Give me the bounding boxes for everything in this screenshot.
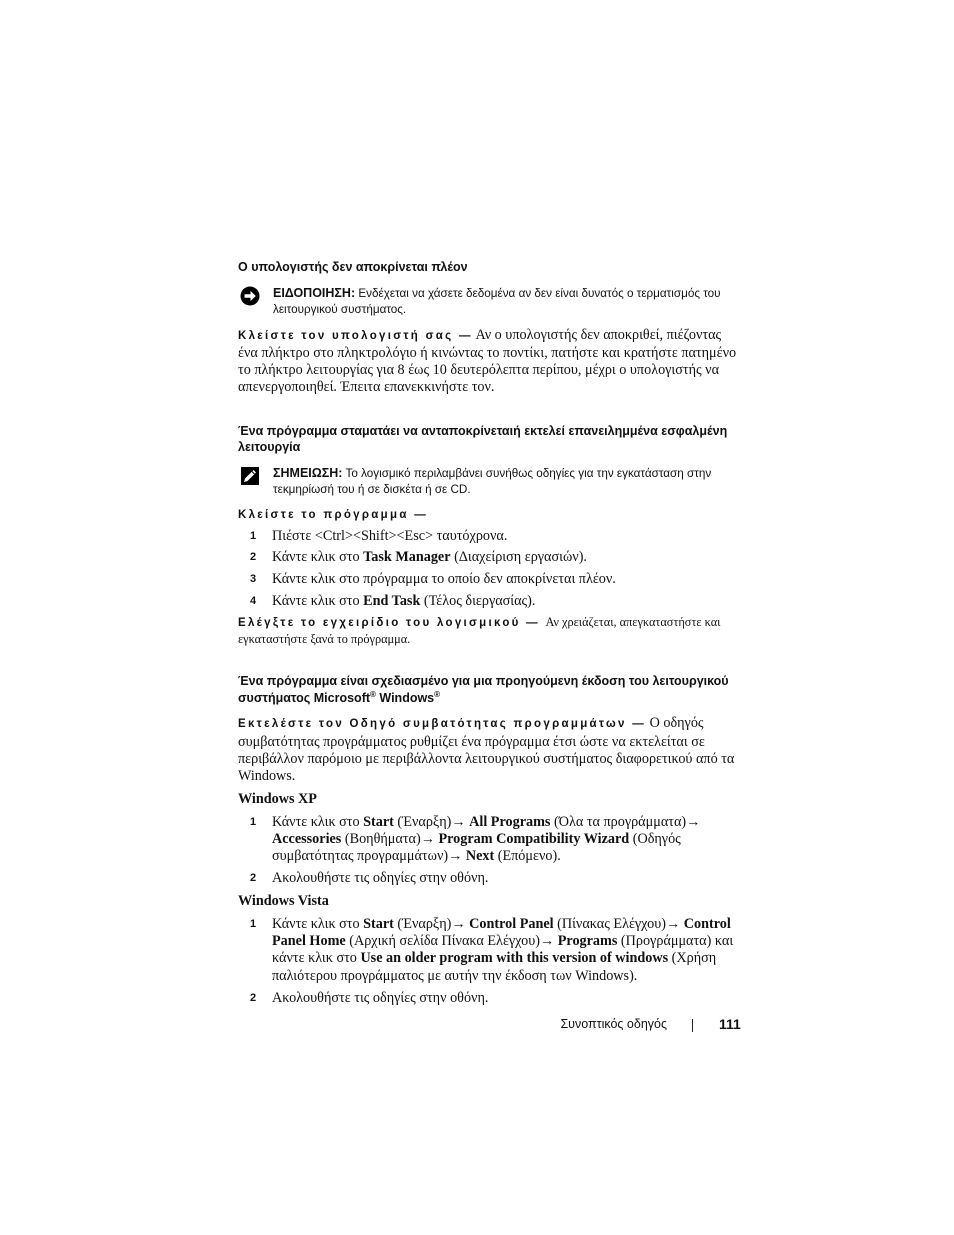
step-bold: Accessories [272, 831, 342, 848]
body-compat-wizard: Ο οδηγός συμβατότητας προγράμματος ρυθμίζει ένα πρόγραμμα έτσι ώστε να εκτελείται σε περιβάλλον παρόμοιο με περιβάλλοντα λειτουργικού συστήματος διαφορετικού από τα Windows. [238, 715, 735, 785]
step-number: 2 [250, 991, 257, 1004]
step-item [238, 870, 738, 887]
step-text: Κάντε κλικ στο [272, 549, 364, 566]
lead-close-program: Κλείστε το πρόγραμμα — [238, 508, 428, 521]
step-bold: Use an older program with this version of windows [360, 950, 669, 967]
pencil-note-icon [240, 466, 260, 486]
step-number: 3 [250, 573, 257, 586]
windows-xp-heading: Windows XP [238, 790, 317, 807]
close-program-steps [238, 528, 738, 611]
step-text: (Πίνακας Ελέγχου)→ [553, 915, 684, 932]
step-bold: End Task [363, 593, 421, 610]
windows-vista-heading: Windows Vista [238, 892, 329, 909]
note-block [238, 465, 738, 499]
footer-title: Συνοπτικός οδηγός [560, 1017, 667, 1031]
section-heading-not-responding: Ο υπολογιστής δεν αποκρίνεται πλέον [238, 260, 468, 274]
step-text: Κάντε κλικ στο πρόγραμμα το οποίο δεν αποκρίνεται πλέον. [272, 571, 616, 588]
body-shutdown: Αν ο υπολογιστής δεν αποκριθεί, πιέζοντας ένα πλήκτρο στο πληκτρολόγιο ή κινώντας το ποντίκι, πατήστε και κρατήστε πατημένο το πλήκτρο λειτουργίας για 8 έως 10 δευτερόλεπτα περίπου, μέχρι ο υπολογιστής να απενεργοποιηθεί. Έπειτα επανεκκινήστε τον. [238, 326, 737, 396]
step-text: Κάντε κλικ στο [272, 915, 364, 932]
step-number: 2 [250, 872, 257, 885]
step-bold: Task Manager [363, 549, 451, 566]
step-bold: Program Compatibility Wizard [438, 831, 630, 848]
step-bold: All Programs [469, 813, 551, 830]
step-text: (Βοηθήματα)→ [341, 831, 439, 848]
lead-compat-wizard: Εκτελέστε τον Οδηγό συμβατότητας προγραμμάτων — [238, 718, 647, 731]
notice-text: Ενδέχεται να χάσετε δεδομένα αν δεν είναι δυνατός ο τερματισμός του λειτουργικού συστήματος. [273, 286, 721, 316]
step-bold: Start [363, 915, 394, 932]
step-text: Ακολουθήστε τις οδηγίες στην οθόνη. [272, 989, 489, 1006]
lead-shutdown: Κλείστε τον υπολογιστή σας — [238, 329, 473, 342]
step-text: (Προγράμματα) και κάντε κλικ στο [272, 933, 734, 967]
note-label: ΣΗΜΕΙΩΣΗ: [273, 465, 343, 480]
step-bold: Control Panel Home [272, 915, 731, 950]
step-text: (Επόμενο). [494, 848, 561, 865]
step-bold: Programs [557, 933, 618, 950]
registered-mark: ® [370, 689, 376, 699]
body-check-manual: Αν χρειάζεται, απεγκαταστήστε και εγκαταστήστε ξανά το πρόγραμμα. [238, 615, 721, 646]
section-heading-program-stops: Ένα πρόγραμμα σταματάει να ανταποκρίνεταιή εκτελεί επανειλημμένα εσφαλμένη λειτουργία [238, 423, 728, 455]
page-number: 111 [719, 1016, 741, 1032]
step-number: 1 [250, 917, 257, 930]
registered-mark: ® [434, 689, 441, 699]
step-number: 2 [250, 551, 257, 564]
lead-check-manual: Ελέγξτε το εγχειρίδιο του λογισμικού — [238, 617, 540, 630]
step-text: (Όλα τα προγράμματα)→ [550, 813, 701, 830]
step-text: (Έναρξη)→ [393, 813, 470, 830]
step-text: (Χρήση παλιότερου προγράμματος με αυτήν την έκδοση των Windows). [272, 950, 717, 984]
step-item [238, 571, 738, 588]
step-text: (Αρχική σελίδα Πίνακα Ελέγχου)→ [345, 933, 558, 950]
step-item [238, 990, 738, 1007]
step-number: 1 [250, 815, 257, 828]
step-item [238, 528, 738, 545]
notice-icon [240, 286, 260, 306]
step-number: 1 [250, 529, 257, 542]
step-text: Πιέστε <Ctrl><Shift><Esc> ταυτόχρονα. [272, 527, 508, 544]
paragraph-shutdown [238, 327, 738, 397]
step-text: Κάντε κλικ στο [272, 813, 364, 830]
paragraph-compat-wizard [238, 715, 738, 785]
paragraph-check-manual [238, 615, 738, 647]
step-item [238, 916, 738, 985]
step-bold: Start [363, 813, 394, 830]
step-item [238, 593, 738, 610]
step-number: 4 [250, 595, 257, 608]
windows-xp-steps [238, 814, 738, 888]
heading-older-version-text: Ένα πρόγραμμα είναι σχεδιασμένο για μια προηγούμενη έκδοση του λειτουργικού συστήματος Microsoft [238, 674, 729, 705]
page-content [238, 259, 738, 1007]
step-text-after: (Τέλος διεργασίας). [420, 593, 536, 610]
note-text: Το λογισμικό περιλαμβάνει συνήθως οδηγίες για την εγκατάσταση στην τεκμηρίωσή του ή σε δισκέτα ή σε CD. [273, 466, 712, 497]
step-text: (Έναρξη)→ [393, 915, 470, 932]
notice-label: ΕΙΔΟΠΟΙΗΣΗ: [273, 285, 356, 300]
step-text-after: (Διαχείριση εργασιών). [450, 549, 587, 566]
step-bold: Control Panel [469, 915, 554, 932]
footer-divider [692, 1019, 693, 1032]
step-bold: Next [465, 848, 495, 865]
page-footer [0, 1015, 954, 1035]
step-text: Ακολουθήστε τις οδηγίες στην οθόνη. [272, 870, 489, 887]
heading-windows-text: Windows [375, 690, 435, 705]
notice-block [238, 285, 738, 319]
step-item [238, 814, 738, 866]
step-item [238, 549, 738, 566]
step-text: Κάντε κλικ στο [272, 593, 364, 610]
section-heading-older-version [238, 673, 738, 706]
windows-vista-steps [238, 916, 738, 1007]
step-text: (Οδηγός συμβατότητας προγραμμάτων)→ [272, 831, 681, 865]
